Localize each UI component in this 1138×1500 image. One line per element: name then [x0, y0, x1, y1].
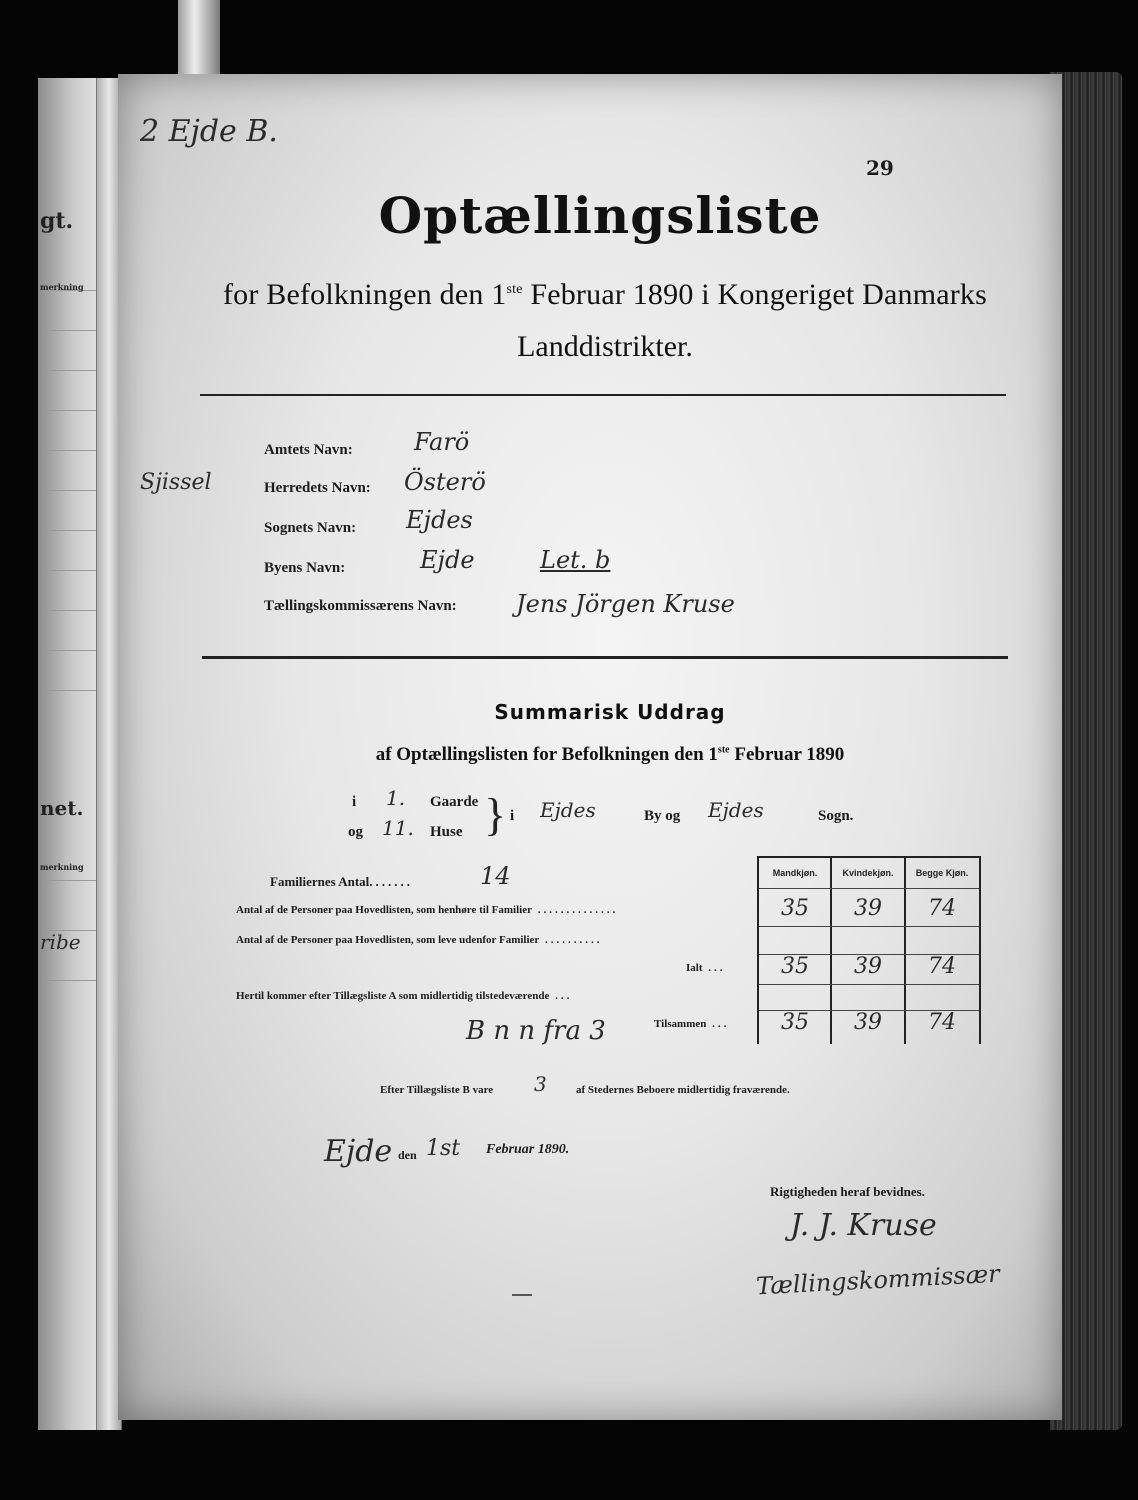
tillaeg-text-after: af Stedernes Beboere midlertidig fraværende.	[576, 1084, 790, 1096]
summary-i: i	[352, 794, 357, 810]
gaarde-label: Gaarde	[430, 794, 479, 810]
table-cell: 35	[781, 1010, 809, 1035]
herred-margin-note: Sjissel	[140, 470, 212, 495]
herred-label: Herredets Navn:	[264, 480, 371, 496]
gaarde-value: 1.	[386, 786, 406, 810]
date-den: den	[398, 1148, 417, 1162]
tillaeg-value: 3	[534, 1072, 547, 1096]
archive-marking: 2 Ejde B.	[140, 114, 278, 149]
date-month-year: Februar 1890.	[486, 1142, 570, 1157]
signature: J. J. Kruse	[790, 1208, 937, 1243]
summary-sogn-label: Sogn.	[818, 808, 854, 824]
left-page-fragment: merkning	[40, 282, 84, 292]
binding-clip	[178, 0, 220, 78]
kommissaer-label: Tællingskommissærens Navn:	[264, 598, 457, 614]
hertil-label: Hertil kommer efter Tillægsliste A som midlertidig tilstedeværende ...	[236, 990, 573, 1002]
left-page-fragment: net.	[40, 796, 84, 820]
left-page-fragment: ribe	[40, 930, 81, 954]
row-divider	[759, 926, 979, 927]
table-cell: 74	[928, 896, 956, 921]
table-cell: 39	[854, 954, 882, 979]
divider	[200, 394, 1006, 396]
amt-label: Amtets Navn:	[264, 442, 353, 458]
sogn-value: Ejdes	[406, 506, 473, 534]
summary-og: og	[348, 824, 363, 840]
certify-text: Rigtigheden heraf bevidnes.	[770, 1184, 925, 1199]
divider	[202, 656, 1008, 659]
sogn-label: Sognets Navn:	[264, 520, 357, 536]
kommissaer-value: Jens Jörgen Kruse	[516, 590, 735, 618]
page-subtitle-line2: Landdistrikter.	[517, 330, 693, 363]
table-header: Mandkjøn.	[772, 868, 818, 878]
table-cell: 35	[781, 896, 809, 921]
left-page-fragment: merkning	[40, 862, 84, 872]
brace: }	[484, 789, 507, 840]
familier-value: 14	[480, 862, 511, 890]
by-label: Byens Navn:	[264, 560, 346, 576]
tillaeg-text-before: Efter Tillægsliste B vare	[380, 1084, 494, 1096]
tilsammen-note: B n n fra 3	[466, 1016, 606, 1046]
count-table	[757, 856, 981, 1044]
summary-by-og: By og	[644, 808, 681, 824]
table-cell: 39	[854, 1010, 882, 1035]
huse-value: 11.	[382, 816, 414, 840]
summary-sogn-value: Ejdes	[708, 798, 764, 822]
row-divider	[759, 888, 979, 889]
left-page-fragment: gt.	[40, 208, 74, 234]
huse-label: Huse	[430, 824, 463, 840]
row2-label: Antal af de Personer paa Hovedlisten, som leve udenfor Familier ..........	[236, 934, 603, 946]
summary-i2: i	[510, 808, 515, 824]
by-value: Ejde	[420, 546, 475, 574]
familier-label: Familiernes Antal.......	[270, 874, 414, 889]
summary-by-value: Ejdes	[540, 798, 596, 822]
table-header: Begge Kjøn.	[915, 868, 969, 878]
page-subtitle: for Befolkningen den 1ste Februar 1890 i Kongeriget Danmarks	[222, 278, 988, 311]
date-day: 1st	[426, 1136, 461, 1161]
summary-subtitle: af Optællingslisten for Befolkningen den 1ste Februar 1890	[375, 744, 845, 765]
row1-label: Antal af de Personer paa Hovedlisten, som henhøre til Familier ..............	[236, 904, 619, 916]
table-cell: 39	[854, 896, 882, 921]
table-header: Kvindekjøn.	[842, 868, 894, 878]
ialt-label: Ialt ...	[686, 962, 726, 974]
table-cell: 35	[781, 954, 809, 979]
by-extra: Let. b	[540, 546, 611, 574]
tilsammen-label: Tilsammen ...	[654, 1018, 730, 1030]
page-number: 29	[866, 156, 894, 180]
date-place: Ejde	[324, 1134, 393, 1169]
amt-value: Farö	[414, 428, 470, 456]
row-divider	[759, 984, 979, 985]
summary-title: Summarisk Uddrag	[494, 700, 726, 724]
pen-mark	[512, 1294, 532, 1296]
table-cell: 74	[928, 1010, 956, 1035]
herred-value: Österö	[404, 468, 486, 496]
signature-title: Tællingskommissær	[755, 1259, 1001, 1301]
page-title: Optællingsliste	[378, 186, 822, 245]
table-cell: 74	[928, 954, 956, 979]
